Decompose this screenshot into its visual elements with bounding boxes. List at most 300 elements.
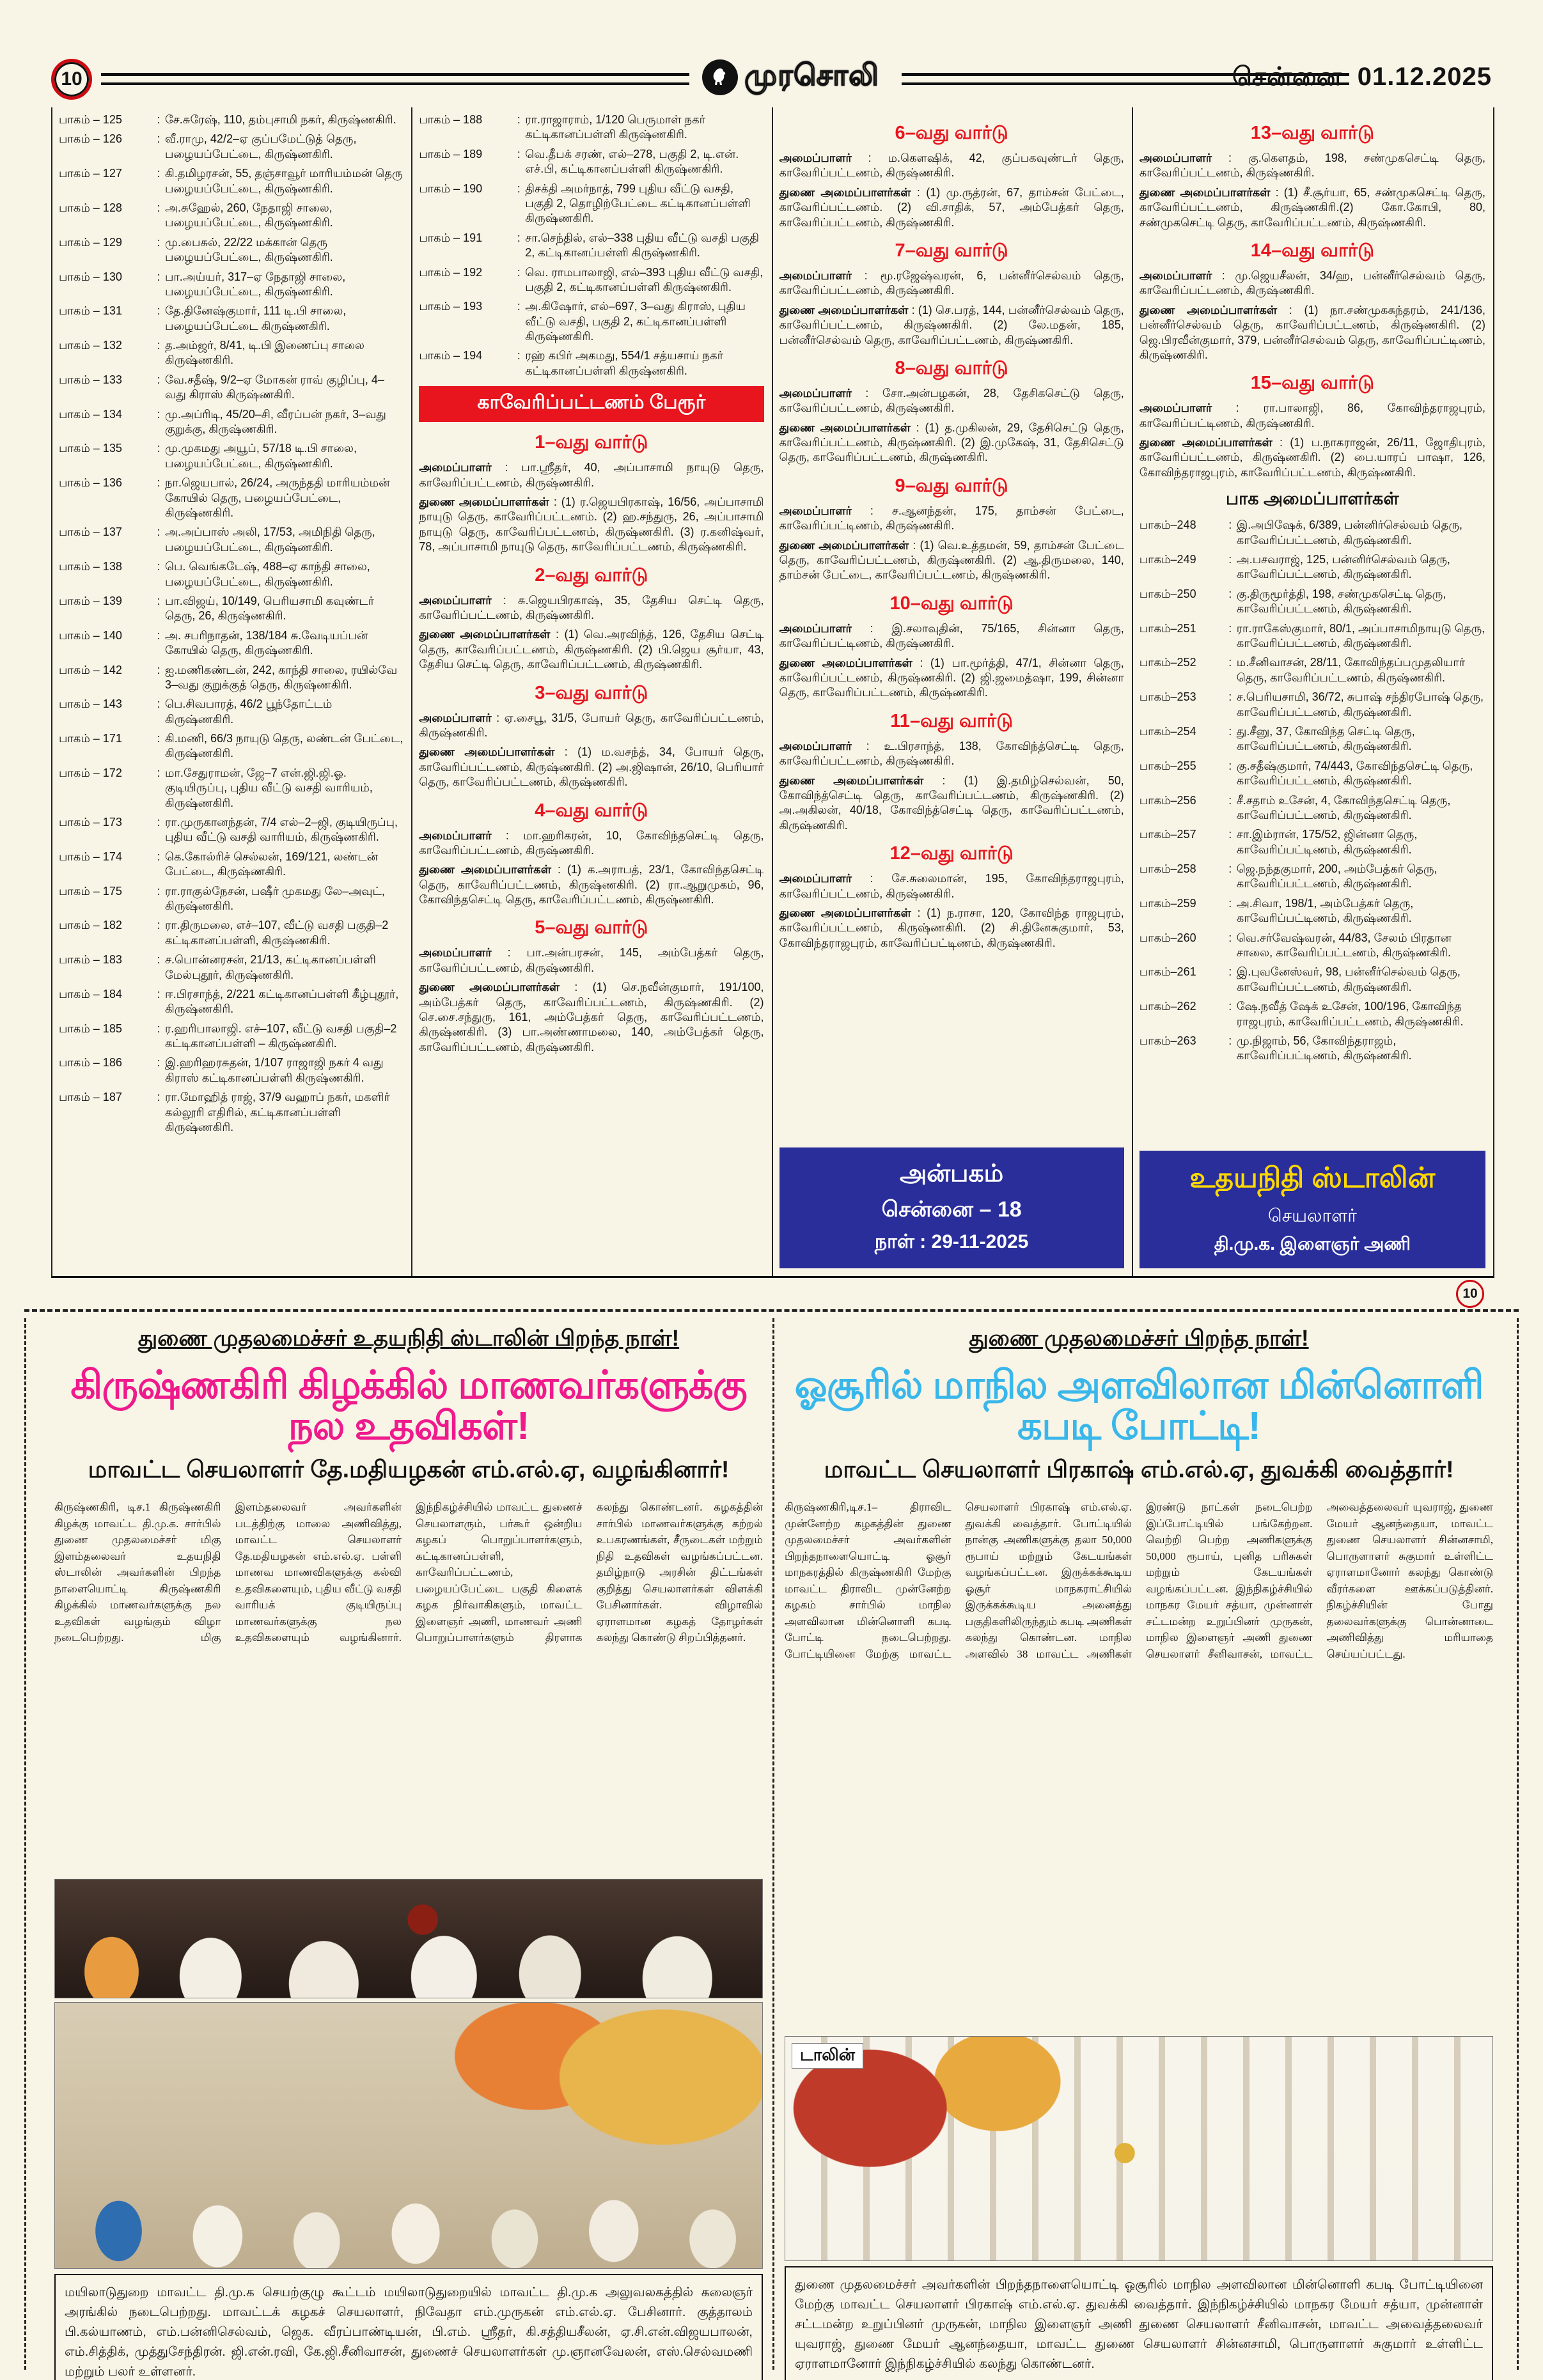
directory-part-entry	[59, 1055, 403, 1085]
part-separator: :	[1228, 656, 1232, 669]
article-right-kicker: துணை முதலமைச்சர் பிறந்த நாள்!	[969, 1326, 1309, 1351]
part-separator: :	[157, 442, 161, 455]
part-separator: :	[1228, 896, 1232, 910]
colon: :	[549, 495, 561, 509]
part-number: பாகம் – 182	[59, 919, 122, 932]
part-address: இ.அபிஷேக், 6/389, பன்னிர்செல்வம் தெரு, காவேரிப்பட்டணம், கிருஷ்ணகிரி.	[1236, 518, 1462, 547]
part-number: பாகம்–263	[1139, 1034, 1196, 1047]
ward-deputies	[779, 303, 1124, 348]
directory-part-entry	[59, 1090, 403, 1135]
ward-organizer	[419, 711, 764, 741]
colon: :	[1272, 436, 1290, 449]
part-separator: :	[1228, 862, 1232, 876]
part-separator: :	[157, 594, 161, 607]
part-number: பாகம் – 128	[59, 201, 122, 214]
colon: :	[851, 386, 882, 400]
colon: :	[491, 711, 505, 724]
part-address: வெ.சர்வேஷ்வரன், 44/83, சேலம் பிரதான சாலை, காவேரிப்பட்டணம், கிருஷ்ணகிரி.	[1236, 931, 1452, 960]
part-address: ரா.ராகுல்நேசன், பஷீர் முகமது லே–அவுட், கிருஷ்ணகிரி.	[165, 884, 385, 912]
part-address: திசக்தி அமர்நாத், 799 புதிய வீட்டு வசதி, பகுதி 2, தொழிற்பேட்டை கட்டிகானப்பள்ளி கிருஷ்ணகிரி.	[525, 182, 751, 225]
organizer-label: அமைப்பாளர்	[779, 152, 852, 164]
directory-part-entry	[59, 766, 403, 811]
ward-heading: 11–வது வார்டு	[890, 710, 1013, 731]
part-separator: :	[157, 816, 161, 829]
organizer-label: அமைப்பாளர்	[779, 268, 852, 282]
part-separator: :	[157, 525, 161, 539]
part-separator: :	[157, 628, 161, 642]
photo-kabaddi-event	[785, 2036, 1493, 2261]
ward-organizer	[779, 871, 1124, 901]
article-right	[785, 1325, 1493, 2380]
colon: :	[851, 739, 884, 752]
part-address: மு.பைசுல், 22/22 மக்கான் தெரு பழையப்பேட்டை, கிருஷ்ணகிரி.	[165, 235, 333, 264]
ward-organizer	[779, 739, 1124, 769]
colon: :	[1270, 185, 1284, 199]
organizer-value: ரா.பாலாஜி, 86, கோவிந்தராஜபுரம், காவேரிப்பட்டிணம், கிருஷ்ணகிரி.	[1139, 401, 1485, 430]
deputies-label: துணை அமைப்பாளர்கள்	[779, 906, 911, 919]
part-address: மு.முகமது அயூப், 57/18 டி.பி சாலை, பழையப்பேட்டை, கிருஷ்ணகிரி.	[165, 442, 357, 470]
organizer-value: ம.கௌஷிக், 42, குப்பகவுண்டர் தெரு, காவேரிப்பட்டணம், கிருஷ்ணகிரி.	[779, 152, 1124, 180]
part-number: பாகம் – 131	[59, 304, 122, 318]
deputies-label: துணை அமைப்பாளர்கள்	[779, 774, 924, 787]
ward-heading: 10–வது வார்டு	[889, 593, 1014, 614]
colon: :	[1212, 268, 1235, 282]
colon: :	[912, 656, 930, 669]
part-separator: :	[157, 850, 161, 863]
organizer-value: சு.ஜெயபிரகாஷ், 35, தேசிய செட்டி தெரு, காவேரிப்பட்டணம், கிருஷ்ணகிரி.	[419, 593, 764, 621]
deputies-value: (1) நா.சண்முகசுந்தரம், 241/136, பன்னீர்செல்வம் தெரு, காவேரிப்பட்டணம், கிருஷ்ணகிரி. (2) ஜெ.பிரவீன்குமார், 379, பன்னீர்செல்வம் தெரு, காவேரிப்பட்டிணம், கிருஷ்ணகிரி.	[1139, 303, 1485, 361]
directory-part-entry	[59, 304, 403, 334]
part-separator: :	[157, 407, 161, 421]
ward-section	[779, 711, 1124, 833]
ward-section	[779, 843, 1124, 951]
part-number: பாகம் – 183	[59, 953, 122, 967]
part-separator: :	[157, 663, 161, 676]
directory-part-entry	[1140, 724, 1485, 754]
organizer-label: அமைப்பாளர்	[1139, 268, 1212, 282]
ward-section	[419, 800, 764, 908]
ward-section	[1140, 373, 1485, 480]
part-separator: :	[157, 987, 161, 1000]
organizer-label: அமைப்பாளர்	[419, 711, 492, 724]
article-right-photo-caption: துணை முதலமைச்சர் அவர்களின் பிறந்தநாளையொட்டி ஓசூரில் மாநில அளவிலான மின்னொளி கபடி போட்டியினை மேற்கு மாவட்ட செயலாளர் பிரகாஷ் எம்.எல்.ஏ. துவக்கி வைத்தார். இந்நிகழ்ச்சியில் மாநகர மேயர் சத்யா, முன்னாள் சட்டமன்ற உறுப்பினர் முருகன், மாநில இளைஞர் அணி துணை செயலாளர் சீனிவாசன், மாவட்ட அவைத்தலைவர் யுவராஜ், துணை மேயர் ஆனந்தையா, மாவட்ட துணை செயலாளர் சின்னசாமி, பொருளாளர் சுகுமார் உள்ளிட்ட ஏராளமானோர் இந்நிகழ்ச்சியில் கலந்து கொண்டனர்.	[785, 2266, 1493, 2380]
directory-column-2	[412, 107, 772, 1276]
part-separator: :	[157, 373, 161, 386]
page-marker-badge: 10	[1456, 1280, 1484, 1308]
part-separator: :	[157, 304, 161, 318]
part-separator: :	[1228, 1034, 1232, 1047]
colon: :	[551, 863, 567, 876]
ward-deputies	[419, 495, 764, 555]
directory-part-entry	[59, 132, 403, 162]
part-address: சா.இம்ரான், 175/52, ஜின்னா தெரு, காவேரிப்பட்டிணம், கிருஷ்ணகிரி.	[1236, 828, 1418, 856]
part-address: ஐ.மணிகண்டன், 242, காந்தி சாலை, ரயில்வே 3–வது குறுக்குத் தெரு, கிருஷ்ணகிரி.	[165, 663, 398, 691]
ward-organizer	[419, 593, 764, 623]
directory-part-entry	[59, 697, 403, 727]
anbagam-line1: அன்பகம்	[900, 1160, 1004, 1187]
part-organizers-heading: பாக அமைப்பாளர்கள்	[1226, 489, 1399, 509]
ward-organizer	[779, 621, 1124, 651]
deputies-label: துணை அமைப்பாளர்கள்	[779, 656, 912, 669]
colon: :	[851, 872, 892, 885]
deputies-label: துணை அமைப்பாளர்கள்	[1139, 436, 1273, 449]
colon: :	[491, 593, 518, 607]
header-city: சென்னை	[1232, 63, 1342, 91]
colon: :	[851, 504, 892, 517]
deputies-value: (1) ம.வசந்த், 34, போயர் தெரு, காவேரிப்பட்டணம், கிருஷ்ணகிரி. (2) அ.ஜிஷான், 26/10, பெரியார் தெரு, காவேரிப்பட்டணம், கிருஷ்ணகிரி.	[419, 745, 764, 789]
part-number: பாகம்–249	[1139, 553, 1196, 566]
part-separator: :	[157, 113, 161, 126]
ward-deputies	[779, 538, 1124, 583]
organizer-label: அமைப்பாளர்	[779, 872, 852, 885]
ward-heading: 4–வது வார்டு	[535, 800, 648, 821]
ward-organizer	[779, 504, 1124, 534]
directory-part-entry	[1140, 999, 1485, 1029]
page-number-badge: 10	[51, 59, 92, 100]
colon: :	[554, 745, 578, 759]
page-header	[51, 59, 1492, 100]
part-number: பாகம் – 194	[419, 349, 483, 362]
part-address: ரா.ராகேஸ்குமார், 80/1, அப்பாசாமிநாயுடு தெரு, காவேரிப்பட்டணம், கிருஷ்ணகிரி.	[1236, 621, 1485, 649]
part-separator: :	[157, 766, 161, 779]
part-number: பாகம் – 188	[419, 113, 483, 126]
deputies-value: (1) ர.ஜெயபிரகாஷ், 16/56, அப்பாசாமி நாயுடு தெரு, காவேரிப்பட்டணம். (2) ஹ.சந்துரு, 26, அப்பாசாமி நாயுடு தெரு, காவேரிப்பட்டணம், கிருஷ்ணகிரி. (3) ர.கனிஷ்வர், 78, அப்பாசாமி நாயுடு தெரு, காவேரிப்பட்டணம், கிருஷ்ணகிரி.	[419, 495, 764, 554]
ward-section	[779, 358, 1124, 465]
colon: :	[909, 538, 920, 552]
deputies-label: துணை அமைப்பாளர்கள்	[419, 745, 555, 759]
part-address: து.சீனு, 37, கோவிந்த செட்டி தெரு, காவேரிப்பட்டணம், கிருஷ்ணகிரி.	[1236, 724, 1415, 753]
part-address: அ. சபரிநாதன், 138/184 சு.வேடியப்பன் கோயில் தெரு, கிருஷ்ணகிரி.	[165, 628, 368, 657]
photo-crowd	[54, 2002, 763, 2269]
part-separator: :	[1228, 1000, 1232, 1013]
directory-part-entry	[1140, 621, 1485, 651]
directory-part-entry	[59, 663, 403, 693]
part-address: ரஹ் கபிர் அகமது, 554/1 சத்யசாய் நகர் கட்டிகானப்பள்ளி கிருஷ்ணகிரி.	[525, 349, 724, 377]
organizer-value: ஏ.சைபூ, 31/5, போயர் தெரு, காவேரிப்பட்டணம், கிருஷ்ணகிரி.	[419, 711, 764, 739]
part-address: வெ. ராமபாலாஜி, எல்–393 புதிய வீட்டு வசதி, பகுதி 2, கட்டிகானப்பள்ளி கிருஷ்ணகிரி.	[525, 265, 764, 293]
part-number: பாகம் – 126	[59, 132, 122, 146]
part-separator: :	[157, 167, 161, 180]
part-number: பாகம்–256	[1139, 793, 1196, 807]
ward-heading: 1–வது வார்டு	[535, 432, 648, 453]
directory-part-entry	[1140, 862, 1485, 892]
part-address: அ.அப்பாஸ் அலி, 17/53, அமிநிதி தெரு, பழையப்பேட்டை, கிருஷ்ணகிரி.	[165, 525, 375, 554]
colon: :	[910, 421, 925, 434]
directory-part-entry	[59, 235, 403, 265]
masthead-title: முரசொலி	[744, 58, 879, 91]
article-left	[54, 1325, 763, 2380]
part-number: பாகம் – 137	[59, 525, 122, 539]
part-separator: :	[157, 1091, 161, 1104]
part-address: பெ.சிவபாரத், 46/2 பூந்தோட்டம் கிருஷ்ணகிரி.	[165, 697, 333, 726]
ward-section	[779, 240, 1124, 348]
deputies-label: துணை அமைப்பாளர்கள்	[779, 303, 909, 316]
part-number: பாகம் – 139	[59, 594, 122, 607]
part-address: வீ.ராமு, 42/2–ஏ குப்பமேட்டுத் தெரு, பழையப்பேட்டை, கிருஷ்ணகிரி.	[165, 132, 357, 160]
directory-part-entry	[1140, 518, 1485, 548]
ward-heading: 13–வது வார்டு	[1250, 123, 1375, 143]
directory-part-entry	[59, 270, 403, 300]
part-separator: :	[1228, 518, 1232, 532]
part-address: தே.தினேஷ்குமார், 111 டி.பி சாலை, பழையப்பேட்டை கிருஷ்ணகிரி.	[165, 304, 347, 332]
directory-part-entry	[419, 182, 764, 226]
organizer-value: பா.ஸ்ரீதர், 40, அப்பாசாமி நாயுடு தெரு, காவேரிப்பட்டணம், கிருஷ்ணகிரி.	[419, 461, 764, 489]
part-separator: :	[157, 1022, 161, 1035]
part-separator: :	[157, 1056, 161, 1069]
wards-13-15	[1140, 123, 1485, 480]
ward-deputies	[419, 745, 764, 789]
ward-deputies	[779, 421, 1124, 465]
wards-6-12	[779, 123, 1124, 951]
part-number: பாகம்–262	[1139, 1000, 1196, 1013]
part-separator: :	[517, 349, 521, 362]
deputies-value: (1) சீ.சூர்யா, 65, சண்முகசெட்டி தெரு, காவேரிப்பட்டணம், கிருஷ்ணகிரி.(2) கோ.கோபி, 80, சண்முகசெட்டி தெரு, காவேரிப்பட்டணம், கிருஷ்ணகிரி.	[1139, 185, 1485, 229]
ward-heading: 2–வது வார்டு	[535, 564, 648, 586]
part-address: பா.அய்யர், 317–ஏ நேதாஜி சாலை, பழையப்பேட்டை, கிருஷ்ணகிரி.	[165, 270, 346, 298]
part-number: பாகம்–252	[1139, 656, 1196, 669]
part-number: பாகம் – 133	[59, 373, 122, 386]
part-address: சா.செந்தில், எல்–338 புதிய வீட்டு வசதி பகுதி 2, கட்டிகானப்பள்ளி கிருஷ்ணகிரி.	[525, 231, 760, 260]
ward-heading: 5–வது வார்டு	[535, 917, 648, 938]
ward-organizer	[1140, 401, 1485, 431]
parts-list-188-194	[419, 113, 764, 378]
directory-part-entry	[59, 338, 403, 368]
part-separator: :	[517, 300, 521, 313]
part-number: பாகம் – 185	[59, 1022, 122, 1035]
deputies-label: துணை அமைப்பாளர்கள்	[1139, 185, 1271, 199]
ward-organizer	[1140, 268, 1485, 299]
part-number: பாகம்–248	[1139, 518, 1196, 532]
part-number: பாகம் – 190	[419, 182, 483, 195]
deputies-value: (1) த.முகிலன், 29, தேசிசெட்டு தெரு, காவேரிப்பட்டணம், கிருஷ்ணகிரி. (2) இ.முகேஷ், 31, தேசிசெட்டு தெரு, காவேரிப்பட்டணம், கிருஷ்ணகிரி.	[779, 421, 1124, 464]
ward-heading: 7–வது வார்டு	[895, 240, 1008, 261]
ward-heading: 8–வது வார்டு	[895, 357, 1008, 378]
part-number: பாகம் – 191	[419, 231, 483, 244]
directory-part-entry	[59, 918, 403, 948]
part-number: பாகம்–253	[1139, 690, 1196, 704]
part-number: பாகம்–255	[1139, 759, 1196, 772]
colon: :	[923, 774, 964, 787]
directory-part-entry	[1140, 690, 1485, 720]
directory-part-entry	[59, 525, 403, 555]
part-address: மா.சேதுராமன், ஜே–7 என்.ஜி.ஜி.ஓ. குடியிருப்பு, புதிய வீட்டு வசதி வாரியம், கிருஷ்ணகிரி.	[165, 766, 373, 809]
part-number: பாகம் – 135	[59, 442, 122, 455]
part-address: சீ.சதாம் உசேன், 4, கோவிந்தசெட்டி தெரு, காவேரிப்பட்டணம், கிருஷ்ணகிரி.	[1236, 793, 1451, 821]
part-address: ஷே.நவீத் ஷேக் உசேன், 100/196, கோவிந்த ராஜபுரம், காவேரிப்பட்டணம், கிருஷ்ணகிரி.	[1236, 1000, 1464, 1028]
part-address: மு.நிஜாம், 56, கோவிந்தராஜம், காவேரிப்பட்டிணம், கிருஷ்ணகிரி.	[1236, 1034, 1412, 1062]
colon: :	[851, 621, 892, 635]
directory-part-entry	[59, 884, 403, 914]
ward-deputies	[1140, 435, 1485, 480]
directory-part-entry	[59, 1022, 403, 1052]
part-address: ரா.ராஜாராம், 1/120 பெருமாள் நகர் கட்டிகானப்பள்ளி கிருஷ்ணகிரி.	[525, 113, 705, 141]
colon: :	[911, 906, 927, 919]
directory-part-entry	[1140, 896, 1485, 926]
part-separator: :	[1228, 621, 1232, 635]
part-separator: :	[1228, 793, 1232, 807]
directory-part-entry	[1140, 552, 1485, 582]
organizer-label: அமைப்பாளர்	[419, 461, 492, 474]
ward-organizer	[1140, 151, 1485, 181]
colon: :	[491, 461, 522, 474]
ward-section	[419, 917, 764, 1055]
organizer-value: மு.ஜெயசீலன், 34/ஹ, பன்னீர்செல்வம் தெரு, காவேரிப்பட்டணம், கிருஷ்ணகிரி.	[1139, 268, 1485, 297]
part-address: நா.ஜெயபால், 26/24, அருந்ததி மாரியம்மன் கோயில் தெரு, பழையப்பேட்டை, கிருஷ்ணகிரி.	[165, 476, 390, 519]
part-separator: :	[1228, 724, 1232, 738]
part-number: பாகம் – 187	[59, 1091, 122, 1104]
parts-list-125-187	[59, 113, 403, 1135]
part-address: ர.ஹரிபாலாஜி. எச்–107, வீட்டு வசதி பகுதி–2 கட்டிகானப்பள்ளி – கிருஷ்ணகிரி.	[165, 1022, 397, 1050]
organizer-value: உ.பிரசாந்த், 138, கோவிந்த்செட்டி தெரு, காவேரிப்பட்டணம், கிருஷ்ணகிரி.	[779, 739, 1124, 768]
part-address: அ.பசவராஜ், 125, பன்னிர்செல்வம் தெரு, காவேரிப்பட்டணம், கிருஷ்ணகிரி.	[1236, 553, 1450, 581]
ward-deputies	[779, 774, 1124, 834]
organizer-value: மா.ஹரிகரன், 10, கோவிந்தசெட்டி தெரு, காவேரிப்பட்டணம், கிருஷ்ணகிரி.	[419, 828, 764, 857]
part-number: பாகம் – 129	[59, 235, 122, 249]
vertical-dashed-divider	[772, 1318, 774, 2370]
directory-part-entry	[59, 559, 403, 589]
part-number: பாகம் – 140	[59, 628, 122, 642]
part-address: ச.பெரியசாமி, 36/72, சுபாஷ் சந்திரபோஷ் தெரு, காவேரிப்பட்டணம், கிருஷ்ணகிரி.	[1236, 690, 1484, 719]
part-address: இ.புவனேஸ்வர், 98, பன்னீர்செல்வம் தெரு, காவேரிப்பட்டணம், கிருஷ்ணகிரி.	[1236, 965, 1461, 993]
part-separator: :	[157, 697, 161, 711]
part-separator: :	[157, 476, 161, 490]
part-separator: :	[1228, 828, 1232, 841]
ward-section	[1140, 123, 1485, 230]
deputies-label: துணை அமைப்பாளர்கள்	[419, 628, 551, 641]
deputies-value: (1) இ.தமிழ்செல்வன், 50, கோவிந்த்செட்டி தெரு, காவேரிப்பட்டணம், கிருஷ்ணகிரி. (2) அ.அகிலன், 40/18, கோவிந்த்செட்டி தெரு, காவேரிப்பட்டணம், கிருஷ்ணகிரி.	[779, 774, 1124, 832]
part-address: அ.கிஷோர், எல்–697, 3–வது கிராஸ், புதிய வீட்டு வசதி, பகுதி 2, கட்டிகானப்பள்ளி கிருஷ்ணகிரி.	[525, 300, 746, 343]
directory-part-entry	[59, 815, 403, 845]
part-separator: :	[1228, 553, 1232, 566]
directory-part-entry	[419, 299, 764, 344]
part-number: பாகம் – 132	[59, 339, 122, 352]
photo-meeting	[54, 1879, 763, 1998]
colon: :	[1212, 401, 1264, 415]
directory-part-entry	[59, 166, 403, 196]
part-number: பாகம்–261	[1139, 965, 1196, 979]
photo-overlay-label: டாலின்	[792, 2043, 863, 2069]
article-left-subhead: மாவட்ட செயலாளர் தே.மதியழகன் எம்.எல்.ஏ, வழங்கினார்!	[88, 1456, 730, 1483]
part-number: பாகம் – 127	[59, 167, 122, 180]
anbagam-address-box	[779, 1147, 1124, 1268]
part-number: பாகம் – 189	[419, 147, 483, 160]
part-number: பாகம் – 186	[59, 1056, 122, 1069]
article-right-body: கிருஷ்ணகிரி,டிச.1– திராவிட முன்னேற்ற கழகத்தின் துணை முதலமைச்சர் அவர்களின் பிறந்தநாளையொட்டி ஓசூர் மாநகரத்தில் கிருஷ்ணகிரி மேற்கு மாவட்ட திராவிட முன்னேற்ற கழகம் சார்பில் மாநில அளவிலான மின்னொளி கபடி போட்டி நடைபெற்றது. போட்டியினை மேற்கு மாவட்ட செயலாளர் பிரகாஷ் எம்.எல்.ஏ. துவக்கி வைத்தார். போட்டியில் நான்கு அணிகளுக்கு தலா 50,000 ரூபாய் மற்றும் கேடயங்கள் வழங்கப்பட்டன. இருக்கக்கூடிய ஓசூர் மாநகராட்சியில் இருக்கக்கூடிய அனைத்து பகுதிகளிலிருந்தும் கபடி அணிகள் கலந்து கொண்டன. மாநில அளவில் 38 மாவட்ட அணிகள் இரண்டு நாட்கள் நடைபெற்ற இப்போட்டியில் பங்கேற்றன. வெற்றி பெற்ற அணிகளுக்கு 50,000 ரூபாய், புனித பரிசுகள் மற்றும் கேடயங்கள் வழங்கப்பட்டன. இந்நிகழ்ச்சியில் மாநகர மேயர் சத்யா, முன்னாள் சட்டமன்ற உறுப்பினர் முருகன், மாநில இளைஞர் அணி துணை செயலாளர் சீனிவாசன், மாவட்ட அவைத்தலைவர் யுவராஜ், துணை மேயர் ஆனந்தையா, மாவட்ட துணை செயலாளர் சின்னசாமி, பொருளாளர் சுகுமார் உள்ளிட்ட ஏராளமானோர் கலந்து கொண்டு வீரர்களை ஊக்கப்படுத்தினர். நிகழ்ச்சியின் போது தலைவர்களுக்கு பொன்னாடை அணிவித்து மரியாதை செய்யப்பட்டது.	[785, 1501, 1493, 1660]
ward-deputies	[779, 656, 1124, 701]
parts-list-248-263	[1140, 518, 1485, 1064]
part-number: பாகம் – 174	[59, 850, 122, 863]
ward-deputies	[1140, 185, 1485, 230]
deputies-label: துணை அமைப்பாளர்கள்	[419, 495, 549, 509]
directory-part-entry	[1140, 1034, 1485, 1064]
deputies-value: (1) ப.நாகராஜன், 26/11, ஜோதிபுரம், காவேரிப்பட்டணம், கிருஷ்ணகிரி. (2) பை.யாரப் பாஷா, 126, கோவிந்தராஜபுரம், காவேரிப்பட்டணம், கிருஷ்ணகிரி.	[1139, 436, 1485, 479]
part-separator: :	[157, 339, 161, 352]
directory-part-entry	[419, 265, 764, 295]
part-number: பாகம் – 175	[59, 884, 122, 898]
signature-role: செயலாளர்	[1267, 1206, 1357, 1225]
organizer-value: சே.சுலைமான், 195, கோவிந்தராஜபுரம், காவேரிப்பட்டணம், கிருஷ்ணகிரி.	[779, 872, 1124, 900]
ward-heading: 9–வது வார்டு	[895, 475, 1008, 496]
directory-part-entry	[59, 373, 403, 403]
part-separator: :	[157, 732, 161, 745]
party-directory	[51, 107, 1494, 1278]
colon: :	[851, 152, 888, 164]
deputies-value: (1) செ.பரத், 144, பன்னீர்செல்வம் தெரு, காவேரிப்பட்டணம், கிருஷ்ணகிரி. (2) லே.மதன், 185, பன்னீர்செல்வம் தெரு, காவேரிப்பட்டணம், கிருஷ்ணகிரி.	[779, 303, 1124, 346]
colon: :	[1277, 303, 1304, 316]
organizer-value: இ.சலாவுதின், 75/165, சின்னா தெரு, காவேரிப்பட்டிணம், கிருஷ்ணகிரி.	[779, 621, 1124, 650]
ward-organizer	[779, 386, 1124, 416]
ward-deputies	[419, 980, 764, 1055]
article-right-headline: ஓசூரில் மாநில அளவிலான மின்னொளி கபடி போட்டி!	[794, 1363, 1484, 1448]
part-separator: :	[1228, 965, 1232, 979]
part-number: பாகம் – 184	[59, 987, 122, 1000]
part-number: பாகம் – 143	[59, 697, 122, 711]
part-address: வெ.தீபக் சரண், எல்–278, பகுதி 2, டி.என். எச்.பி, கட்டிகானப்பள்ளி கிருஷ்ணகிரி.	[525, 147, 739, 176]
deputies-label: துணை அமைப்பாளர்கள்	[419, 981, 560, 994]
ward-deputies	[419, 627, 764, 672]
organizer-label: அமைப்பாளர்	[779, 621, 852, 635]
part-separator: :	[517, 113, 521, 126]
ward-section	[1140, 240, 1485, 362]
organizer-label: அமைப்பாளர்	[419, 593, 492, 607]
part-address: த.அம்ஜர், 8/41, டி.பி இணைப்பு சாலை கிருஷ்ணகிரி.	[165, 339, 364, 367]
part-number: பாகம்–254	[1139, 724, 1196, 738]
part-separator: :	[157, 884, 161, 898]
organizer-value: பா.அன்பரசன், 145, அம்பேத்கர் தெரு, காவேரிப்பட்டணம், கிருஷ்ணகிரி.	[419, 946, 764, 974]
directory-column-3	[773, 107, 1133, 1276]
organizer-label: அமைப்பாளர்	[419, 946, 492, 960]
directory-part-entry	[59, 953, 403, 983]
town-banner: காவேரிப்பட்டணம் பேரூர்	[419, 386, 764, 422]
part-separator: :	[517, 231, 521, 244]
part-address: அ.சுஹேல், 260, நேதாஜி சாலை, பழையப்பேட்டை, கிருஷ்ணகிரி.	[165, 201, 333, 229]
ward-section	[779, 123, 1124, 230]
part-separator: :	[157, 201, 161, 214]
ward-organizer	[419, 828, 764, 859]
article-left-body: கிருஷ்ணகிரி, டிச.1 கிருஷ்ணகிரி கிழக்கு மாவட்ட தி.மு.க. சார்பில் துணை முதலமைச்சர் மிகு இளம்தலைவர் உதயநிதி ஸ்டாலின் அவர்களின் பிறந்த நாளையொட்டி கிருஷ்ணகிரி கிழக்கில் மாணவர்களுக்கு நல உதவிகள் வழங்கும் விழா நடைபெற்றது. மிகு இளம்தலைவர் அவர்களின் படத்திற்கு மாலை அணிவித்து, மாவட்ட செயலாளர் தே.மதியழகன் எம்.எல்.ஏ. பள்ளி மாணவ மாணவிகளுக்கு கல்வி உதவிகளையும், புதிய வீட்டு வசதி வாரியக் குடியிருப்பு மாணவர்களுக்கு நல உதவிகளையும் வழங்கினார். இந்நிகழ்ச்சியில் மாவட்ட துணைச் செயலாளரும், பர்கூர் ஒன்றிய கழகப் பொறுப்பாளர்களும், கட்டிகானப்பள்ளி, காவேரிப்பட்டணம், பழையப்பேட்டை பகுதி கிளைக் கழக நிர்வாகிகளும், மாவட்ட இளைஞர் அணி, மாணவர் அணி பொறுப்பாளர்களும் திரளாக கலந்து கொண்டனர். கழகத்தின் சார்பில் மாணவர்களுக்கு கற்றல் உபகரணங்கள், சீருடைகள் மற்றும் நிதி உதவிகள் வழங்கப்பட்டன. தமிழ்நாடு அரசின் திட்டங்கள் குறித்து செயலாளர்கள் விளக்கி பேசினார்கள். விழாவில் ஏராளமான கழகத் தோழர்கள் கலந்து கொண்டு சிறப்பித்தனர்.	[54, 1501, 763, 1644]
directory-part-entry	[419, 231, 764, 261]
organizer-label: அமைப்பாளர்	[779, 739, 852, 752]
directory-part-entry	[1140, 965, 1485, 995]
directory-part-entry	[59, 441, 403, 471]
part-address: வே.சதீஷ், 9/2–ஏ மோகன் ராவ் குழிப்பு, 4–வது கிராஸ் கிருஷ்ணகிரி.	[165, 373, 384, 401]
part-number: பாகம் – 172	[59, 766, 122, 779]
directory-part-entry	[419, 147, 764, 177]
part-separator: :	[157, 270, 161, 283]
anbagam-line2: சென்னை – 18	[881, 1197, 1022, 1222]
part-number: பாகம் – 130	[59, 270, 122, 283]
part-number: பாகம் – 125	[59, 113, 122, 126]
organizer-label: அமைப்பாளர்	[1139, 401, 1212, 415]
part-address: ம.சீனிவாசன், 28/11, கோவிந்தப்பமுதலியார் தெரு, காவேரிப்பட்டணம், கிருஷ்ணகிரி.	[1236, 656, 1466, 684]
directory-part-entry	[59, 201, 403, 231]
directory-part-entry	[1140, 587, 1485, 617]
ward-deputies	[1140, 303, 1485, 363]
directory-part-entry	[59, 113, 403, 127]
organizer-value: மூ.ரஜேஷ்வரன், 6, பன்னீர்செல்வம் தெரு, காவேரிப்பட்டணம், கிருஷ்ணகிரி.	[779, 268, 1124, 297]
deputies-value: (1) செ.நவீன்குமார், 191/100, அம்பேத்கர் தெரு, காவேரிப்பட்டணம், கிருஷ்ணகிரி. (2) செ.சை.சந்துரு, 161, அம்பேத்கர் தெரு, காவேரிப்பட்டணம், கிருஷ்ணகிரி. (3) பா.அண்ணாமலை, 140, அம்பேத்கர் தெரு, காவேரிப்பட்டணம், கிருஷ்ணகிரி.	[419, 981, 764, 1054]
article-left-photo-caption: மயிலாடுதுறை மாவட்ட தி.மு.க செயற்குழு கூட்டம் மயிலாடுதுறையில் மாவட்ட தி.மு.க அலுவலகத்தில் கலைஞர் அரங்கில் நடைபெற்றது. மாவட்டக் கழகச் செயலாளர், நிவேதா எம்.முருகன் எம்.எல்.ஏ. பேசினார். குத்தாலம் பி.கல்யாணம், எம்.பன்னிசெல்வம், ஜெக. வீரப்பாண்டியன், பி.எம். ஸ்ரீதர், கி.சத்தியசீலன், ஏ.சி.என்.விஜயபாலன், எம்.சித்திக், முத்துசேந்திரன். ஜி.என்.ரவி, கே.ஜி.சீனிவாசன், துணைச் செயலாளர்கள் மு.ஞானவேலன், எஸ்.செல்வமணி மற்றும் பலர் உள்ளனர்.	[54, 2274, 763, 2380]
part-separator: :	[157, 132, 161, 146]
organizer-value: ச.ஆனந்தன், 175, தாம்சன் பேட்டை, காவேரிப்பட்டிணம், கிருஷ்ணகிரி.	[779, 504, 1124, 533]
directory-part-entry	[1140, 827, 1485, 857]
part-address: இ.ஹரிஹரசுதன், 1/107 ராஜாஜி நகர் 4 வது கிராஸ் கட்டிகானப்பள்ளி கிருஷ்ணகிரி.	[165, 1056, 384, 1084]
signature-box	[1140, 1151, 1485, 1268]
directory-part-entry	[59, 987, 403, 1017]
directory-part-entry	[419, 113, 764, 143]
ward-heading: 6–வது வார்டு	[895, 123, 1008, 143]
part-separator: :	[1228, 587, 1232, 600]
